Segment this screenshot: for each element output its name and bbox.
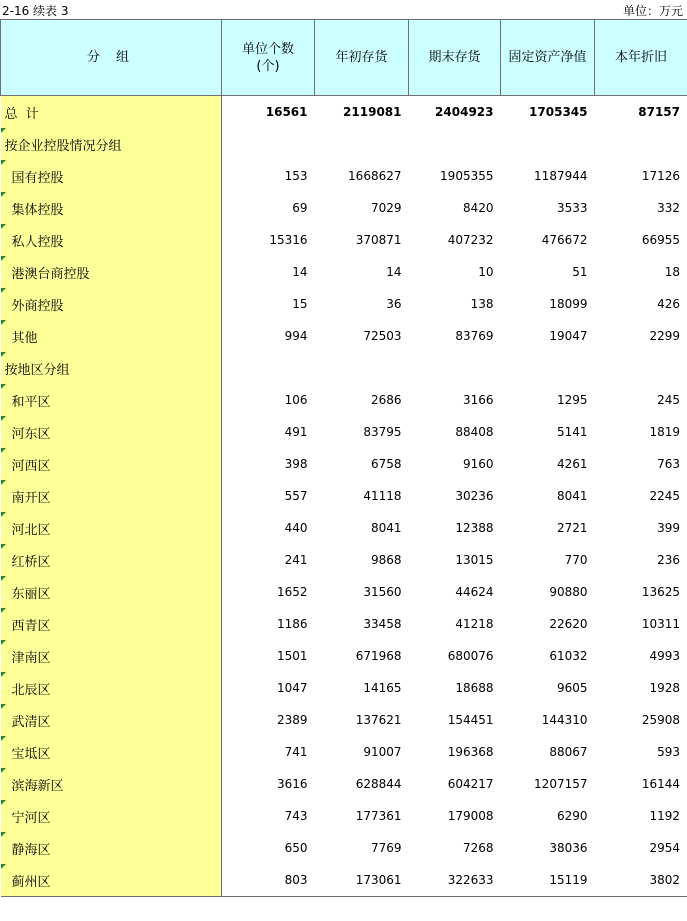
value-cell: 245 bbox=[595, 384, 687, 416]
value-cell: 7029 bbox=[370, 201, 402, 215]
value-cell: 91007 bbox=[363, 745, 402, 759]
column-header-group: 分 组 bbox=[1, 20, 222, 96]
row-label-cell bbox=[1, 640, 222, 672]
value-cell: 41118 bbox=[363, 489, 402, 503]
column-header-depreciation: 本年折旧 bbox=[595, 20, 687, 96]
value-cell bbox=[315, 128, 409, 160]
value-cell: 770 bbox=[564, 553, 588, 567]
value-cell: 557 bbox=[284, 489, 308, 503]
value-cell: 671968 bbox=[355, 649, 402, 663]
row-label: 蓟州区 bbox=[11, 874, 51, 890]
value-cell: 2245 bbox=[595, 480, 687, 512]
cell-marker-icon bbox=[1, 288, 6, 293]
row-label: 西青区 bbox=[11, 618, 51, 634]
row-label: 东丽区 bbox=[11, 586, 51, 602]
table-row bbox=[1, 576, 687, 608]
statistics-table bbox=[0, 19, 687, 897]
value-cell: 9605 bbox=[556, 681, 588, 695]
table-row bbox=[1, 736, 687, 768]
row-label: 河西区 bbox=[11, 458, 51, 474]
cell-marker-icon bbox=[1, 160, 6, 165]
value-cell: 4261 bbox=[556, 457, 588, 471]
value-cell bbox=[409, 352, 501, 384]
column-header-begin-inventory: 年初存货 bbox=[315, 20, 409, 96]
row-label: 总 计 bbox=[4, 106, 41, 122]
table-head bbox=[1, 20, 687, 96]
row-label: 滨海新区 bbox=[11, 778, 64, 794]
value-cell: 83795 bbox=[363, 425, 402, 439]
row-label-cell bbox=[1, 288, 222, 320]
value-cell: 476672 bbox=[541, 233, 588, 247]
row-label-cell bbox=[1, 160, 222, 192]
value-cell: 106 bbox=[284, 393, 308, 407]
cell-marker-icon bbox=[1, 544, 6, 549]
table-row bbox=[1, 832, 687, 864]
table-id: 2-16 续表 3 bbox=[2, 4, 69, 18]
row-label-cell bbox=[1, 768, 222, 800]
value-cell: 1207157 bbox=[534, 777, 588, 791]
column-header-end-inventory: 期末存货 bbox=[409, 20, 501, 96]
section-row bbox=[1, 352, 687, 384]
value-cell: 88067 bbox=[549, 745, 588, 759]
table-row bbox=[1, 384, 687, 416]
value-cell: 9160 bbox=[462, 457, 494, 471]
cell-marker-icon bbox=[1, 384, 6, 389]
value-cell: 1186 bbox=[276, 617, 308, 631]
value-cell: 2404923 bbox=[435, 105, 494, 119]
value-cell: 66955 bbox=[595, 224, 687, 256]
value-cell: 9868 bbox=[370, 553, 402, 567]
header-row bbox=[1, 20, 687, 96]
value-cell: 13625 bbox=[595, 576, 687, 608]
value-cell bbox=[222, 352, 315, 384]
value-cell: 8041 bbox=[370, 521, 402, 535]
cell-marker-icon bbox=[1, 480, 6, 485]
row-label: 河东区 bbox=[11, 426, 51, 442]
cell-marker-icon bbox=[1, 416, 6, 421]
value-cell: 138 bbox=[470, 297, 494, 311]
value-cell bbox=[595, 352, 687, 384]
value-cell: 3533 bbox=[556, 201, 588, 215]
value-cell: 90880 bbox=[549, 585, 588, 599]
value-cell bbox=[222, 128, 315, 160]
table-row bbox=[1, 800, 687, 832]
row-label-cell bbox=[1, 576, 222, 608]
value-cell: 2299 bbox=[595, 320, 687, 352]
row-label-cell bbox=[1, 832, 222, 864]
row-label: 静海区 bbox=[11, 842, 51, 858]
value-cell: 604217 bbox=[447, 777, 494, 791]
value-cell: 153 bbox=[284, 169, 308, 183]
value-cell: 10 bbox=[478, 265, 494, 279]
value-cell: 426 bbox=[595, 288, 687, 320]
table-row bbox=[1, 640, 687, 672]
value-cell: 680076 bbox=[447, 649, 494, 663]
table-row bbox=[1, 512, 687, 544]
row-label-cell bbox=[1, 384, 222, 416]
value-cell: 1501 bbox=[276, 649, 308, 663]
value-cell: 69 bbox=[292, 201, 308, 215]
value-cell: 51 bbox=[572, 265, 588, 279]
value-cell: 137621 bbox=[355, 713, 402, 727]
value-cell: 2954 bbox=[595, 832, 687, 864]
row-label: 河北区 bbox=[11, 522, 51, 538]
table-row bbox=[1, 608, 687, 640]
row-label: 其他 bbox=[11, 330, 38, 346]
cell-marker-icon bbox=[1, 352, 6, 357]
cell-marker-icon bbox=[1, 608, 6, 613]
value-cell: 16561 bbox=[265, 105, 308, 119]
value-cell: 491 bbox=[284, 425, 308, 439]
table-row bbox=[1, 448, 687, 480]
value-cell: 12388 bbox=[455, 521, 494, 535]
value-cell: 22620 bbox=[549, 617, 588, 631]
value-cell: 3616 bbox=[276, 777, 308, 791]
value-cell: 72503 bbox=[363, 329, 402, 343]
value-cell: 31560 bbox=[363, 585, 402, 599]
value-cell: 10311 bbox=[595, 608, 687, 640]
table-row bbox=[1, 672, 687, 704]
row-label: 红桥区 bbox=[11, 554, 51, 570]
value-cell: 15 bbox=[292, 297, 308, 311]
value-cell: 14165 bbox=[363, 681, 402, 695]
value-cell: 628844 bbox=[355, 777, 402, 791]
value-cell: 6758 bbox=[370, 457, 402, 471]
cell-marker-icon bbox=[1, 736, 6, 741]
row-label-cell bbox=[1, 544, 222, 576]
value-cell: 1928 bbox=[595, 672, 687, 704]
row-label: 外商控股 bbox=[11, 298, 64, 314]
cell-marker-icon bbox=[1, 672, 6, 677]
row-label-cell bbox=[1, 320, 222, 352]
value-cell: 13015 bbox=[455, 553, 494, 567]
value-cell: 8420 bbox=[462, 201, 494, 215]
cell-marker-icon bbox=[1, 512, 6, 517]
table-body bbox=[1, 96, 687, 897]
value-cell bbox=[409, 128, 501, 160]
row-label-cell bbox=[1, 416, 222, 448]
value-cell: 440 bbox=[284, 521, 308, 535]
value-cell: 241 bbox=[284, 553, 308, 567]
value-cell: 154451 bbox=[447, 713, 494, 727]
table-row bbox=[1, 416, 687, 448]
value-cell: 61032 bbox=[549, 649, 588, 663]
value-cell bbox=[315, 352, 409, 384]
value-cell: 1652 bbox=[276, 585, 308, 599]
value-cell: 407232 bbox=[447, 233, 494, 247]
value-cell: 25908 bbox=[595, 704, 687, 736]
value-cell: 2389 bbox=[276, 713, 308, 727]
value-cell: 7268 bbox=[462, 841, 494, 855]
value-cell: 41218 bbox=[455, 617, 494, 631]
row-label-cell bbox=[1, 128, 222, 160]
value-cell: 33458 bbox=[363, 617, 402, 631]
value-cell: 3166 bbox=[462, 393, 494, 407]
value-cell: 593 bbox=[595, 736, 687, 768]
value-cell: 322633 bbox=[409, 864, 501, 897]
value-cell: 743 bbox=[284, 809, 308, 823]
row-label-cell bbox=[1, 608, 222, 640]
value-cell: 1705345 bbox=[529, 105, 588, 119]
value-cell: 741 bbox=[284, 745, 308, 759]
table-row bbox=[1, 768, 687, 800]
value-cell: 370871 bbox=[355, 233, 402, 247]
value-cell: 179008 bbox=[447, 809, 494, 823]
table-row bbox=[1, 192, 687, 224]
value-cell: 88408 bbox=[455, 425, 494, 439]
value-cell: 1668627 bbox=[348, 169, 402, 183]
table-header-bar bbox=[0, 0, 687, 19]
row-label: 宁河区 bbox=[11, 810, 51, 826]
value-cell: 15316 bbox=[269, 233, 308, 247]
cell-marker-icon bbox=[1, 320, 6, 325]
value-cell: 196368 bbox=[447, 745, 494, 759]
row-label-cell bbox=[1, 672, 222, 704]
table-row bbox=[1, 160, 687, 192]
value-cell: 4993 bbox=[595, 640, 687, 672]
row-label-cell bbox=[1, 480, 222, 512]
value-cell: 1819 bbox=[595, 416, 687, 448]
value-cell: 177361 bbox=[355, 809, 402, 823]
row-label-cell bbox=[1, 256, 222, 288]
cell-marker-icon bbox=[1, 224, 6, 229]
value-cell bbox=[595, 128, 687, 160]
value-cell: 994 bbox=[284, 329, 308, 343]
value-cell: 18688 bbox=[455, 681, 494, 695]
row-label-cell bbox=[1, 96, 222, 129]
value-cell: 1047 bbox=[276, 681, 308, 695]
table-row bbox=[1, 224, 687, 256]
cell-marker-icon bbox=[1, 448, 6, 453]
value-cell bbox=[501, 128, 595, 160]
value-cell: 399 bbox=[595, 512, 687, 544]
cell-marker-icon bbox=[1, 192, 6, 197]
row-label-cell bbox=[1, 448, 222, 480]
table-row bbox=[1, 544, 687, 576]
cell-marker-icon bbox=[1, 704, 6, 709]
row-label-cell bbox=[1, 512, 222, 544]
section-row bbox=[1, 128, 687, 160]
row-label-cell bbox=[1, 736, 222, 768]
row-label: 国有控股 bbox=[11, 170, 64, 186]
row-label: 南开区 bbox=[11, 490, 51, 506]
value-cell: 144310 bbox=[541, 713, 588, 727]
cell-marker-icon bbox=[1, 800, 6, 805]
cell-marker-icon bbox=[1, 576, 6, 581]
value-cell: 332 bbox=[595, 192, 687, 224]
column-header-units-label: 单位个数 (个) bbox=[241, 41, 294, 74]
value-cell: 6290 bbox=[556, 809, 588, 823]
value-cell: 18 bbox=[595, 256, 687, 288]
value-cell: 5141 bbox=[556, 425, 588, 439]
row-label: 港澳台商控股 bbox=[11, 266, 90, 282]
table-row bbox=[1, 480, 687, 512]
row-label-cell bbox=[1, 192, 222, 224]
value-cell: 3802 bbox=[595, 864, 687, 897]
row-label: 和平区 bbox=[11, 394, 51, 410]
value-cell: 1905355 bbox=[440, 169, 494, 183]
value-cell: 14 bbox=[386, 265, 402, 279]
value-cell: 83769 bbox=[455, 329, 494, 343]
row-label: 按企业控股情况分组 bbox=[4, 138, 122, 154]
row-label-cell bbox=[1, 800, 222, 832]
table-row bbox=[1, 256, 687, 288]
value-cell: 18099 bbox=[549, 297, 588, 311]
column-header-net-fixed-assets: 固定资产净值 bbox=[501, 20, 595, 96]
value-cell: 803 bbox=[222, 864, 315, 897]
value-cell: 650 bbox=[284, 841, 308, 855]
column-header-units bbox=[222, 20, 315, 96]
row-label-cell bbox=[1, 704, 222, 736]
value-cell: 1295 bbox=[556, 393, 588, 407]
value-cell: 398 bbox=[284, 457, 308, 471]
row-label: 北辰区 bbox=[11, 682, 51, 698]
value-cell: 14 bbox=[292, 265, 308, 279]
value-cell: 36 bbox=[386, 297, 402, 311]
row-label: 武清区 bbox=[11, 714, 51, 730]
value-cell: 7769 bbox=[370, 841, 402, 855]
value-cell: 236 bbox=[595, 544, 687, 576]
row-label: 宝坻区 bbox=[11, 746, 51, 762]
table-row bbox=[1, 320, 687, 352]
value-cell: 19047 bbox=[549, 329, 588, 343]
row-label: 私人控股 bbox=[11, 234, 64, 250]
value-cell: 2721 bbox=[556, 521, 588, 535]
value-cell: 17126 bbox=[595, 160, 687, 192]
row-label-cell bbox=[1, 224, 222, 256]
value-cell: 15119 bbox=[501, 864, 595, 897]
table-row bbox=[1, 864, 687, 897]
row-label: 津南区 bbox=[11, 650, 51, 666]
cell-marker-icon bbox=[1, 128, 6, 133]
table-row bbox=[1, 704, 687, 736]
table-row bbox=[1, 288, 687, 320]
value-cell: 2686 bbox=[370, 393, 402, 407]
value-cell bbox=[501, 352, 595, 384]
unit-label: 单位：万元 bbox=[622, 4, 683, 18]
value-cell: 763 bbox=[595, 448, 687, 480]
cell-marker-icon bbox=[1, 640, 6, 645]
value-cell: 1192 bbox=[595, 800, 687, 832]
value-cell: 87157 bbox=[595, 96, 687, 129]
value-cell: 1187944 bbox=[534, 169, 588, 183]
value-cell: 8041 bbox=[556, 489, 588, 503]
value-cell: 30236 bbox=[455, 489, 494, 503]
cell-marker-icon bbox=[1, 768, 6, 773]
value-cell: 44624 bbox=[455, 585, 494, 599]
total-row bbox=[1, 96, 687, 129]
row-label: 按地区分组 bbox=[4, 362, 70, 378]
cell-marker-icon bbox=[1, 864, 6, 869]
row-label-cell bbox=[1, 352, 222, 384]
row-label-cell bbox=[1, 864, 222, 897]
row-label: 集体控股 bbox=[11, 202, 64, 218]
value-cell: 16144 bbox=[595, 768, 687, 800]
value-cell: 2119081 bbox=[343, 105, 402, 119]
value-cell: 38036 bbox=[549, 841, 588, 855]
cell-marker-icon bbox=[1, 256, 6, 261]
value-cell: 173061 bbox=[315, 864, 409, 897]
cell-marker-icon bbox=[1, 832, 6, 837]
